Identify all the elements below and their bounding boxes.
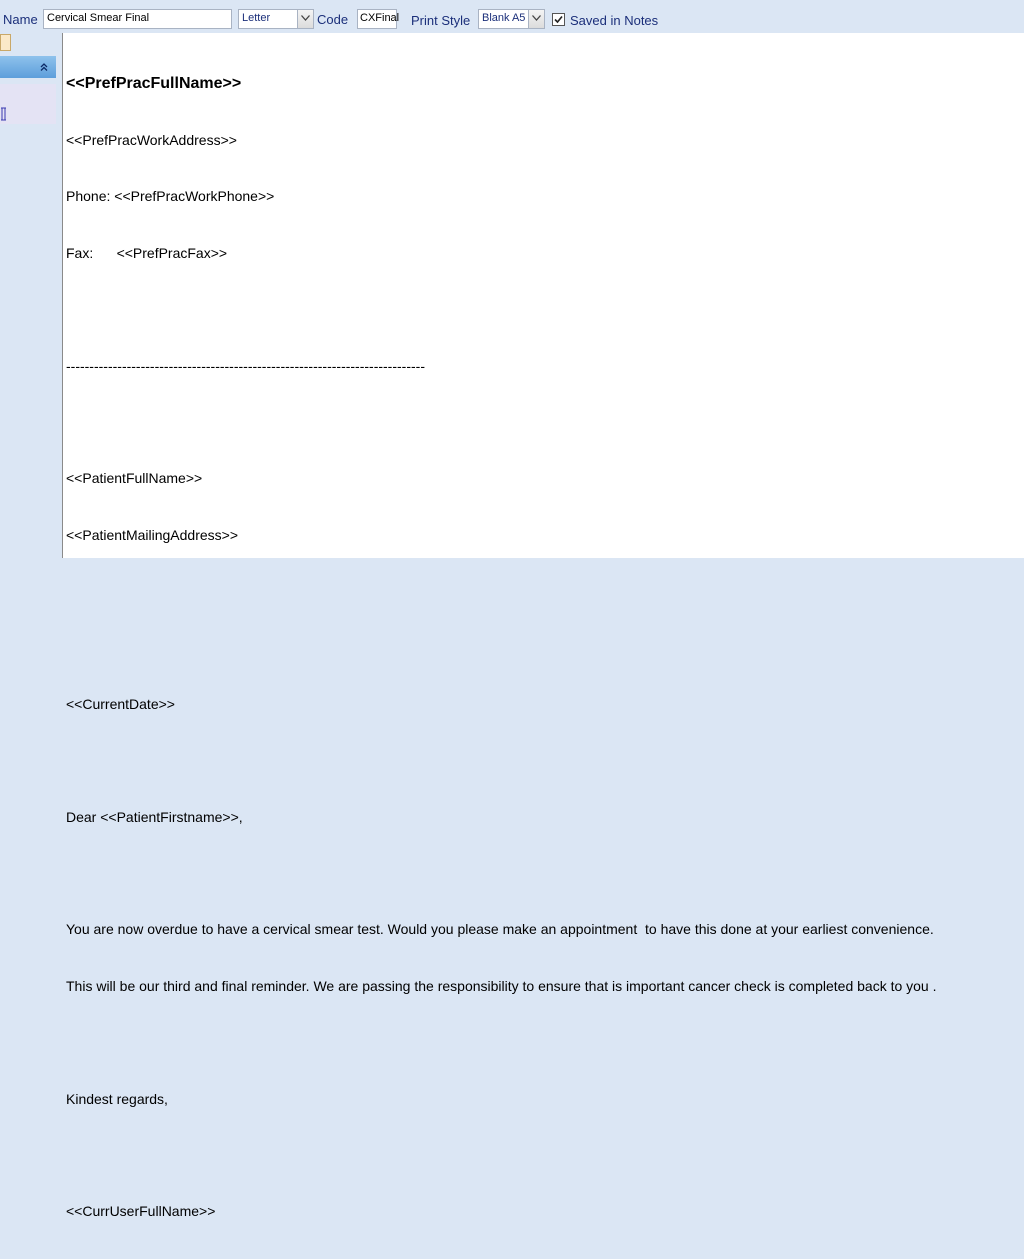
doc-line: <<PatientMailingAddress>> — [66, 526, 238, 543]
doc-line: <<PrefPracFullName>> — [66, 74, 242, 92]
doc-line — [66, 1033, 1024, 1052]
print-style-dropdown-button[interactable] — [528, 10, 544, 28]
paper-size-select[interactable] — [238, 9, 314, 29]
checkmark-icon — [553, 14, 564, 25]
truncated-item-icon — [1, 107, 7, 121]
saved-in-notes-label[interactable]: Saved in Notes — [570, 13, 659, 28]
panel-header[interactable] — [0, 56, 56, 78]
doc-line — [66, 1146, 1024, 1165]
letter-editor[interactable] — [62, 33, 1024, 1220]
list-item[interactable] — [0, 104, 56, 124]
collapse-up-icon[interactable] — [40, 63, 48, 71]
doc-line: <<PatientFullName>> — [66, 470, 203, 487]
list-item[interactable] — [0, 84, 56, 104]
doc-line: Phone: <<PrefPracWorkPhone>> — [66, 188, 275, 205]
template-toolbar — [0, 0, 1024, 32]
letter-body — [66, 37, 1024, 1259]
doc-line: <<CurrUserFullName>> — [66, 1203, 216, 1220]
code-input[interactable]: CXFinal — [357, 9, 397, 29]
print-style-value: Blank A5 — [482, 12, 526, 24]
doc-line: Kindest regards, — [66, 1090, 168, 1107]
doc-line — [66, 751, 1024, 770]
doc-line: Dear <<PatientFirstname>>, — [66, 808, 243, 825]
doc-line: You are now overdue to have a cervical smear test. Would you please make an appointment to have this done at your earliest convenience. — [66, 921, 934, 938]
doc-line — [66, 864, 1024, 883]
print-style-select[interactable] — [478, 9, 545, 29]
name-input[interactable]: Cervical Smear Final — [43, 9, 232, 29]
doc-line: Fax: <<PrefPracFax>> — [66, 244, 228, 261]
paper-size-value: Letter — [242, 12, 271, 24]
doc-line — [66, 413, 1024, 432]
doc-line — [66, 639, 1024, 658]
name-label: Name — [3, 12, 38, 27]
doc-line: <<PrefPracWorkAddress>> — [66, 131, 237, 148]
doc-line: This will be our third and final reminder. We are passing the responsibility to ensure that is important cancer check is completed back to you . — [66, 977, 937, 994]
print-style-label: Print Style — [411, 13, 471, 28]
doc-line: <<CurrentDate>> — [66, 695, 175, 712]
chevron-down-icon — [532, 15, 541, 21]
pane-tab[interactable] — [0, 34, 11, 51]
separator-line: ----------------------------------------------------------------------------- — [66, 357, 425, 374]
saved-in-notes-checkbox[interactable] — [552, 13, 565, 26]
chevron-down-icon — [301, 15, 310, 21]
code-label: Code — [317, 12, 349, 27]
doc-line — [66, 582, 1024, 601]
doc-line — [66, 300, 1024, 319]
paper-size-dropdown-button[interactable] — [297, 10, 313, 28]
